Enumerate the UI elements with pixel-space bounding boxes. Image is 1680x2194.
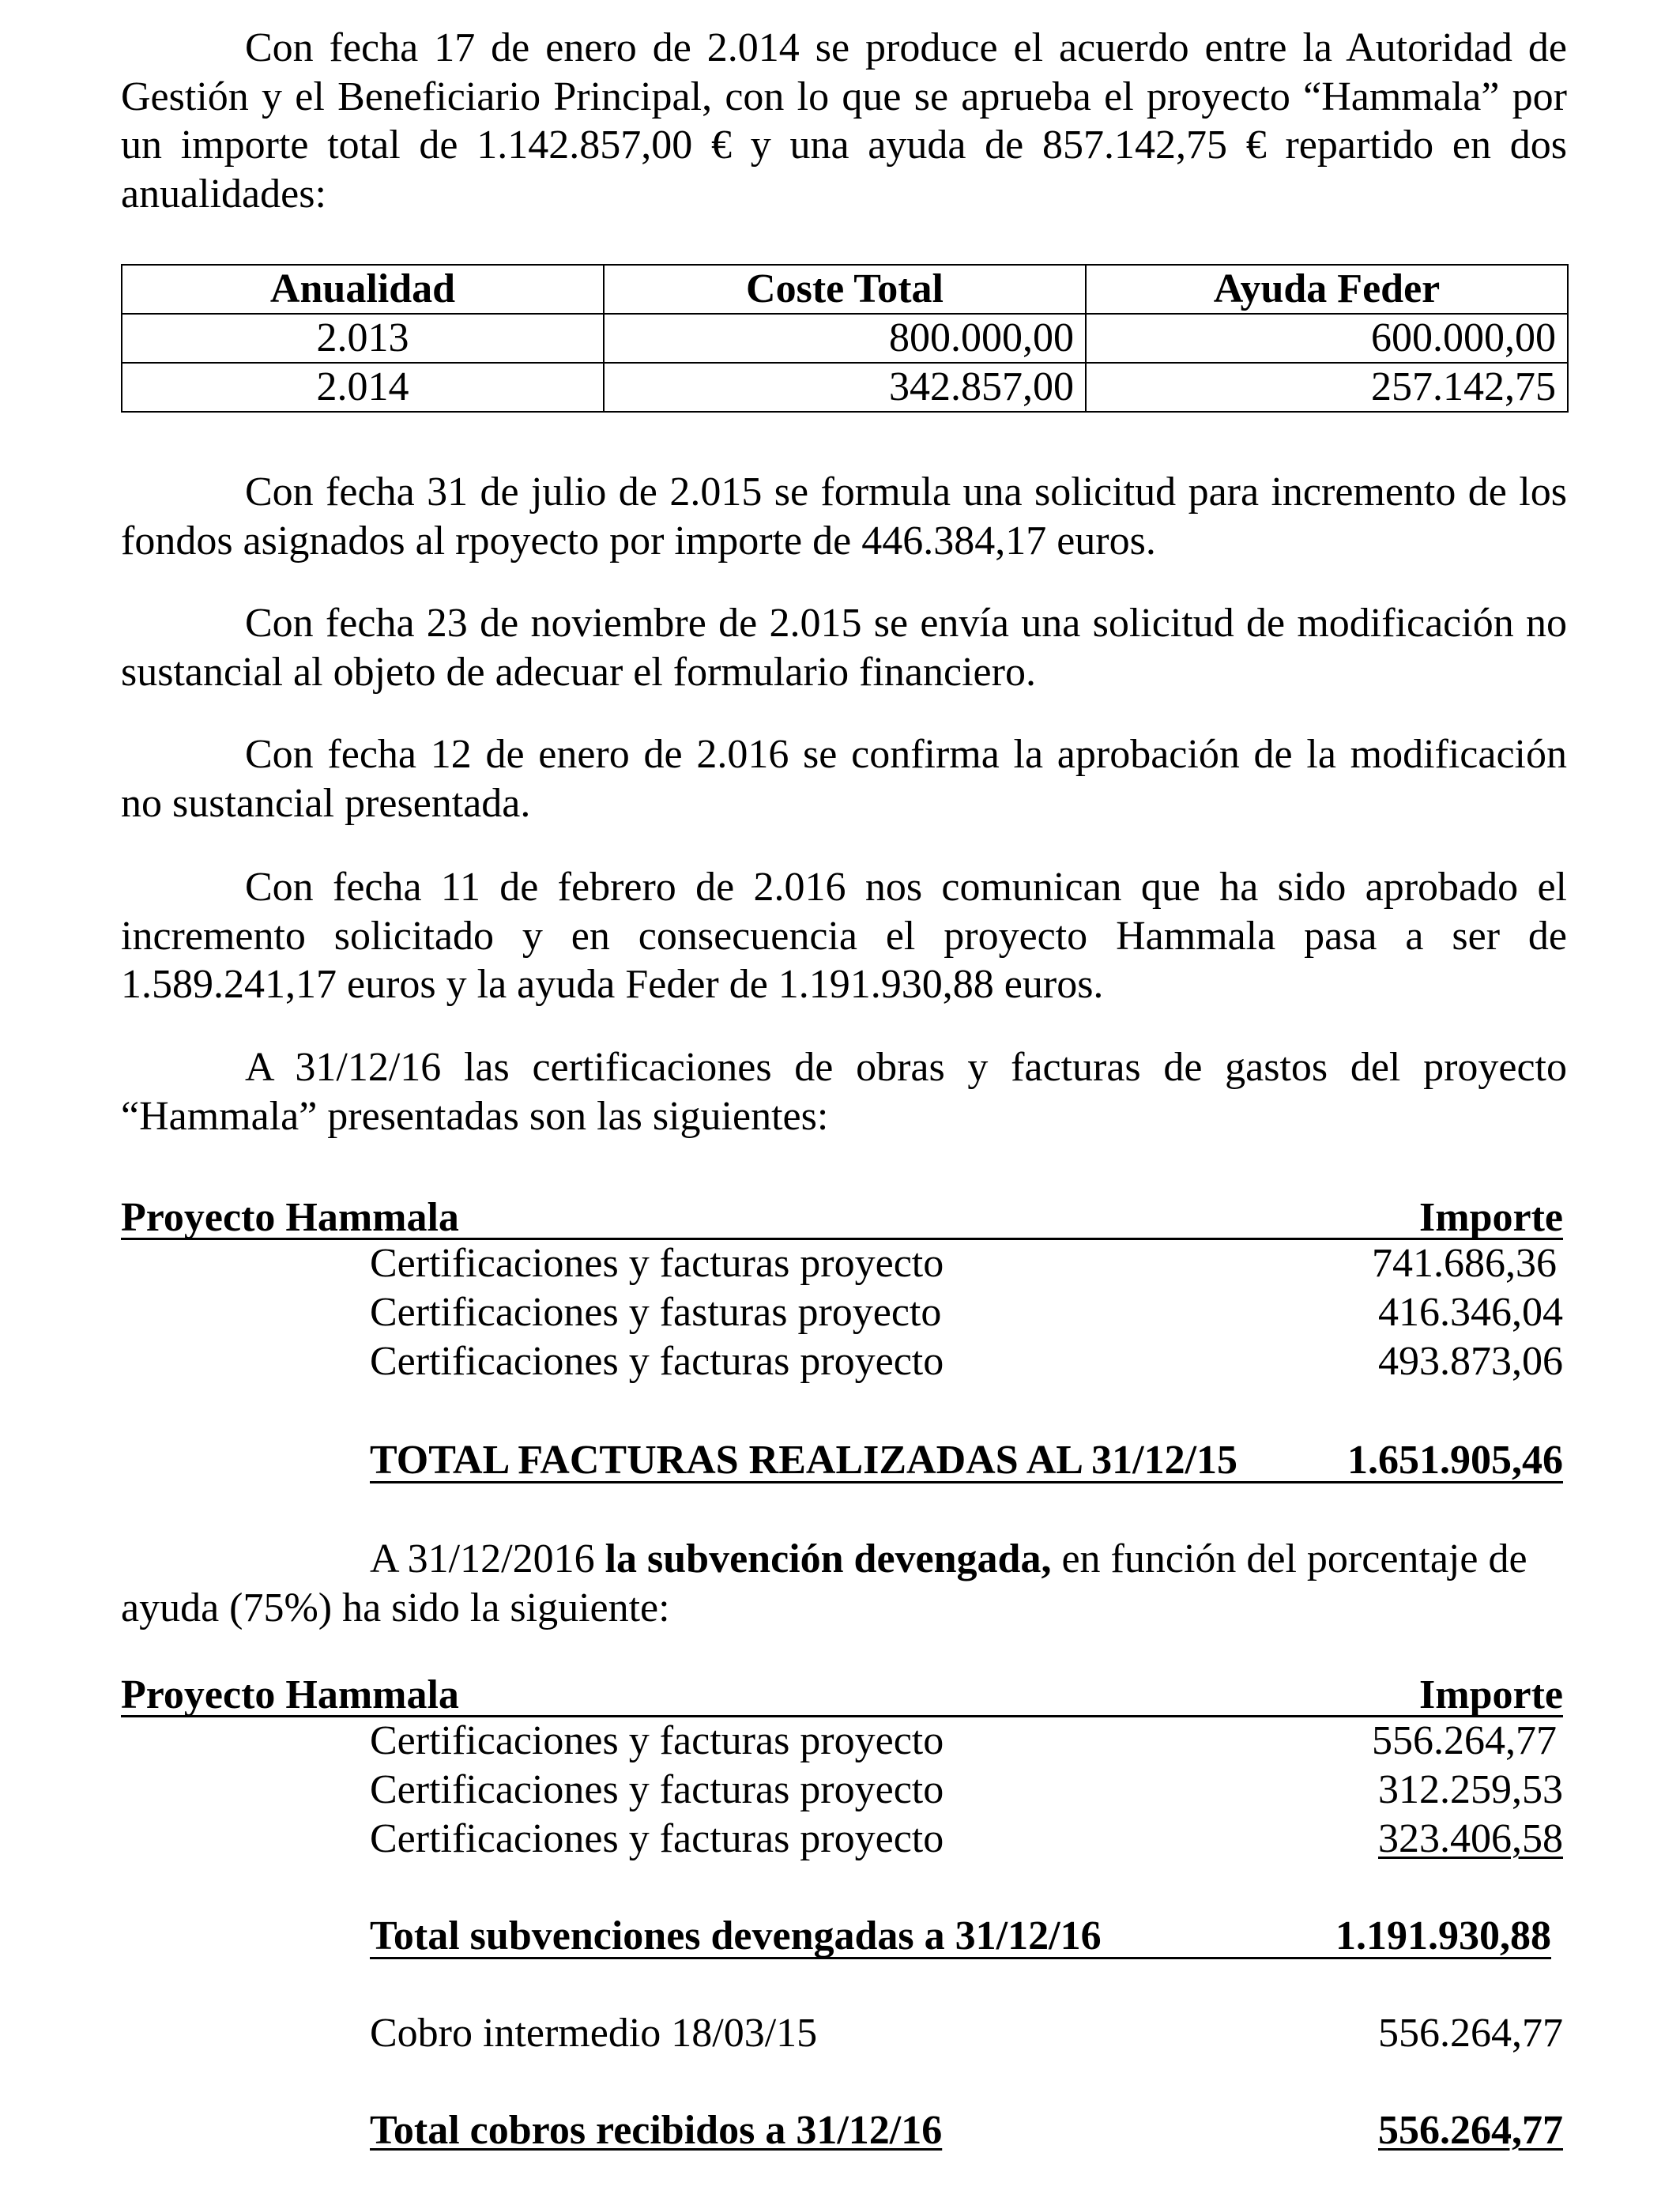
list-item <box>370 1337 1563 1386</box>
item-amount: 493.873,06 <box>1378 1339 1563 1384</box>
paragraph-solicitud-incremento <box>121 468 1567 565</box>
item-label: Certificaciones y fasturas proyecto <box>370 1290 942 1335</box>
facturas-total <box>370 1431 1563 1483</box>
anualidades-table <box>121 264 1569 413</box>
list-item <box>370 1717 1563 1766</box>
cobros-total <box>370 2105 1563 2156</box>
item-label: Certificaciones y facturas proyecto <box>370 1816 944 1861</box>
header-ayuda-feder: Ayuda Feder <box>1086 265 1568 314</box>
list-item <box>370 1239 1563 1288</box>
facturas-total-value: 1.651.905,46 <box>1347 1438 1563 1483</box>
paragraph-modificacion-text: Con fecha 23 de noviembre de 2.015 se envía una solicitud de modificación no sustancial al objeto de adecuar el formulario financiero. <box>121 601 1567 695</box>
item-amount: 416.346,04 <box>1378 1290 1563 1335</box>
table-row <box>122 363 1568 412</box>
item-amount: 556.264,77 <box>1372 1718 1557 1763</box>
item-amount: 312.259,53 <box>1378 1767 1563 1812</box>
cobro-intermedio-row <box>370 2009 1563 2058</box>
cobro-intermedio-value: 556.264,77 <box>1378 2011 1563 2056</box>
cobro-intermedio-label: Cobro intermedio 18/03/15 <box>370 2011 818 2056</box>
cell-anualidad: 2.013 <box>122 314 604 363</box>
cell-ayuda-feder: 600.000,00 <box>1086 314 1568 363</box>
paragraph-subvencion <box>121 1535 1567 1632</box>
paragraph-solicitud-incremento-text: Con fecha 31 de julio de 2.015 se formula una solicitud para incremento de los fondos asignados al rpoyecto por importe de 446.384,17 euros. <box>121 469 1567 564</box>
subvencion-header-left: Proyecto Hammala <box>121 1672 459 1717</box>
subvencion-total-value: 1.191.930,88 <box>1335 1913 1551 1958</box>
facturas-header-right: Importe <box>1419 1195 1563 1240</box>
header-coste-total: Coste Total <box>604 265 1086 314</box>
paragraph-certificaciones-text: A 31/12/16 las certificaciones de obras y facturas de gastos del proyecto “Hammala” presentadas son las siguientes: <box>121 1045 1567 1139</box>
subvencion-total <box>370 1906 1551 1959</box>
header-anualidad: Anualidad <box>122 265 604 314</box>
cell-anualidad: 2.014 <box>122 363 604 412</box>
cobros-total-label: Total cobros recibidos a 31/12/16 <box>370 2108 943 2153</box>
item-amount: 323.406,58 <box>1378 1816 1563 1861</box>
paragraph-subvencion-pre: A 31/12/2016 <box>370 1536 605 1581</box>
facturas-total-label: TOTAL FACTURAS REALIZADAS AL 31/12/15 <box>370 1438 1238 1483</box>
facturas-header <box>121 1192 1563 1240</box>
item-amount: 741.686,36 <box>1372 1241 1557 1286</box>
list-item <box>370 1766 1563 1815</box>
subvencion-total-label: Total subvenciones devengadas a 31/12/16 <box>370 1913 1102 1958</box>
subvencion-header-right: Importe <box>1419 1672 1563 1717</box>
paragraph-incremento-aprobado-text: Con fecha 11 de febrero de 2.016 nos comunican que ha sido aprobado el incremento solicitado y en consecuencia el proyecto Hammala pasa a ser de 1.589.241,17 euros y la ayuda Feder de 1.191.930,88 euros. <box>121 865 1567 1007</box>
list-item <box>370 1288 1563 1337</box>
paragraph-aprobacion <box>121 730 1567 827</box>
table-row <box>122 314 1568 363</box>
cell-coste-total: 800.000,00 <box>604 314 1086 363</box>
paragraph-subvencion-post: en función del porcentaje de ayuda (75%) ha sido la siguiente: <box>121 1536 1527 1630</box>
subvencion-header <box>121 1669 1563 1717</box>
paragraph-certificaciones <box>121 1043 1567 1140</box>
paragraph-aprobacion-text: Con fecha 12 de enero de 2.016 se confirma la aprobación de la modificación no sustancial presentada. <box>121 732 1567 826</box>
paragraph-incremento-aprobado <box>121 863 1567 1009</box>
paragraph-modificacion <box>121 599 1567 696</box>
cell-coste-total: 342.857,00 <box>604 363 1086 412</box>
cell-ayuda-feder: 257.142,75 <box>1086 363 1568 412</box>
item-label: Certificaciones y facturas proyecto <box>370 1718 944 1763</box>
facturas-header-left: Proyecto Hammala <box>121 1195 459 1240</box>
item-label: Certificaciones y facturas proyecto <box>370 1241 944 1286</box>
item-label: Certificaciones y facturas proyecto <box>370 1767 944 1812</box>
list-item <box>370 1815 1563 1864</box>
cobros-total-value: 556.264,77 <box>1378 2108 1563 2153</box>
paragraph-acuerdo-text: Con fecha 17 de enero de 2.014 se produce el acuerdo entre la Autoridad de Gestión y el Beneficiario Principal, con lo que se aprueba el proyecto “Hammala” por un importe total de 1.142.857,00 € y una ayuda de 857.142,75 € repartido en dos anualidades: <box>121 25 1567 217</box>
item-label: Certificaciones y facturas proyecto <box>370 1339 944 1384</box>
paragraph-subvencion-bold: la subvención devengada, <box>605 1536 1052 1581</box>
paragraph-acuerdo <box>121 24 1567 218</box>
table-header-row <box>122 265 1568 314</box>
